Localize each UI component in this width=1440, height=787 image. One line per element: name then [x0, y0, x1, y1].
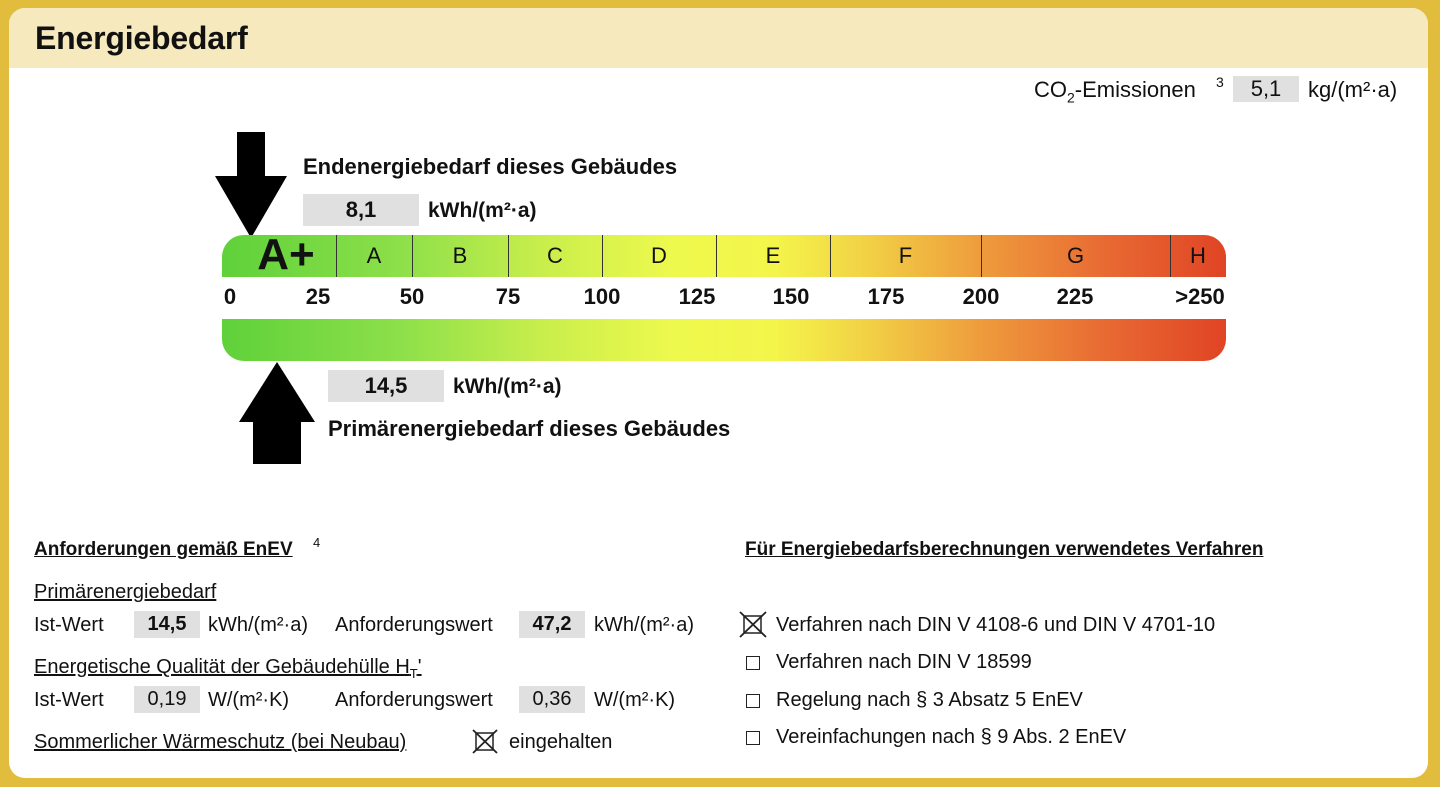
- scale-tick: 150: [772, 284, 810, 309]
- page-title: Energiebedarf: [35, 20, 248, 56]
- energy-efficiency-scale: [222, 235, 1226, 361]
- class-e: E: [765, 243, 781, 268]
- class-g: G: [1066, 243, 1085, 268]
- scale-tick: 75: [495, 284, 521, 309]
- huelle-anforderung-label: Anforderungswert: [335, 689, 493, 711]
- primaerenergie-arrow-icon: [239, 362, 315, 464]
- verfahren-option-label: Vereinfachungen nach § 9 Abs. 2 EnEV: [776, 726, 1127, 748]
- scale-tick: 175: [867, 284, 905, 309]
- primaer-anforderung-unit: kWh/(m²·a): [594, 614, 694, 636]
- co2-label: [1034, 77, 1196, 105]
- verfahren-option-label: Regelung nach § 3 Absatz 5 EnEV: [776, 689, 1083, 711]
- gebaeudehuelle-heading: [34, 656, 422, 681]
- scale-bottom-band: [222, 319, 1226, 361]
- endenergie-arrow-icon: [215, 132, 287, 238]
- class-f: F: [898, 243, 913, 268]
- scale-tick: 225: [1056, 284, 1094, 309]
- class-a-plus: A+: [257, 235, 315, 279]
- verfahren-din-4108-checkbox[interactable]: [739, 610, 767, 638]
- class-d: D: [651, 243, 667, 268]
- primaer-anforderung-label: Anforderungswert: [335, 614, 493, 636]
- sommer-checked-checkbox[interactable]: [472, 728, 498, 754]
- verfahren-din-18599-checkbox[interactable]: [746, 656, 760, 670]
- endenergie-value: 8,1: [303, 194, 419, 226]
- scale-tick: 200: [962, 284, 1000, 309]
- gebaeudehuelle-heading-text: Energetische Qualität der Gebäudehülle H: [34, 656, 410, 678]
- huelle-ist-value: 0,19: [134, 686, 200, 713]
- scale-tick: 0: [223, 284, 237, 309]
- energy-certificate-panel: [9, 8, 1428, 778]
- huelle-ist-label: Ist-Wert: [34, 689, 104, 711]
- verfahren-title: Für Energiebedarfsberechnungen verwendetes Verfahren: [745, 539, 1264, 560]
- scale-tick: >250: [1175, 284, 1225, 309]
- co2-label-prefix: CO: [1034, 77, 1067, 102]
- primaerenergie-unit: kWh/(m²·a): [453, 375, 562, 398]
- scale-tick: 100: [583, 284, 621, 309]
- co2-value: 5,1: [1233, 76, 1299, 102]
- primaerenergie-label: Primärenergiebedarf dieses Gebäudes: [328, 416, 731, 441]
- anforderungen-title: Anforderungen gemäß EnEV: [34, 539, 293, 560]
- verfahren-option-label: Verfahren nach DIN V 4108-6 und DIN V 4701-10: [776, 614, 1216, 636]
- primaer-ist-label: Ist-Wert: [34, 614, 104, 636]
- endenergie-unit: kWh/(m²·a): [428, 199, 537, 222]
- gebaeudehuelle-heading-prime: ': [417, 656, 422, 678]
- class-a: A: [366, 243, 382, 268]
- gebaeudehuelle-heading-subscript: T: [409, 666, 418, 681]
- co2-label-subscript: 2: [1067, 89, 1075, 106]
- verfahren-option-label: Verfahren nach DIN V 18599: [776, 651, 1032, 673]
- class-b: B: [452, 243, 468, 268]
- primaer-ist-value: 14,5: [134, 611, 200, 638]
- co2-unit: kg/(m²·a): [1308, 77, 1398, 102]
- primaerenergie-heading: Primärenergiebedarf: [34, 581, 217, 603]
- huelle-ist-unit: W/(m²·K): [208, 689, 290, 711]
- primaerenergie-value: 14,5: [328, 370, 444, 402]
- anforderungen-footnote: 4: [313, 535, 321, 550]
- vereinfachungen-checkbox[interactable]: [746, 731, 760, 745]
- class-h: H: [1190, 243, 1206, 268]
- regelung-checkbox[interactable]: [746, 694, 760, 708]
- scale-tick: 50: [399, 284, 425, 309]
- sommer-eingehalten-label: eingehalten: [509, 731, 613, 753]
- co2-footnote: 3: [1216, 74, 1224, 90]
- endenergie-label: Endenergiebedarf dieses Gebäudes: [303, 154, 678, 179]
- huelle-anforderung-unit: W/(m²·K): [594, 689, 676, 711]
- scale-tick: 125: [678, 284, 716, 309]
- huelle-anforderung-value: 0,36: [519, 686, 585, 713]
- co2-label-suffix: -Emissionen: [1074, 77, 1196, 102]
- section-header: [9, 8, 1428, 68]
- class-c: C: [547, 243, 563, 268]
- primaer-anforderung-value: 47,2: [519, 611, 585, 638]
- sommerlicher-waermeschutz-heading: Sommerlicher Wärmeschutz (bei Neubau): [34, 731, 407, 753]
- scale-tick: 25: [305, 284, 331, 309]
- primaer-ist-unit: kWh/(m²·a): [208, 614, 308, 636]
